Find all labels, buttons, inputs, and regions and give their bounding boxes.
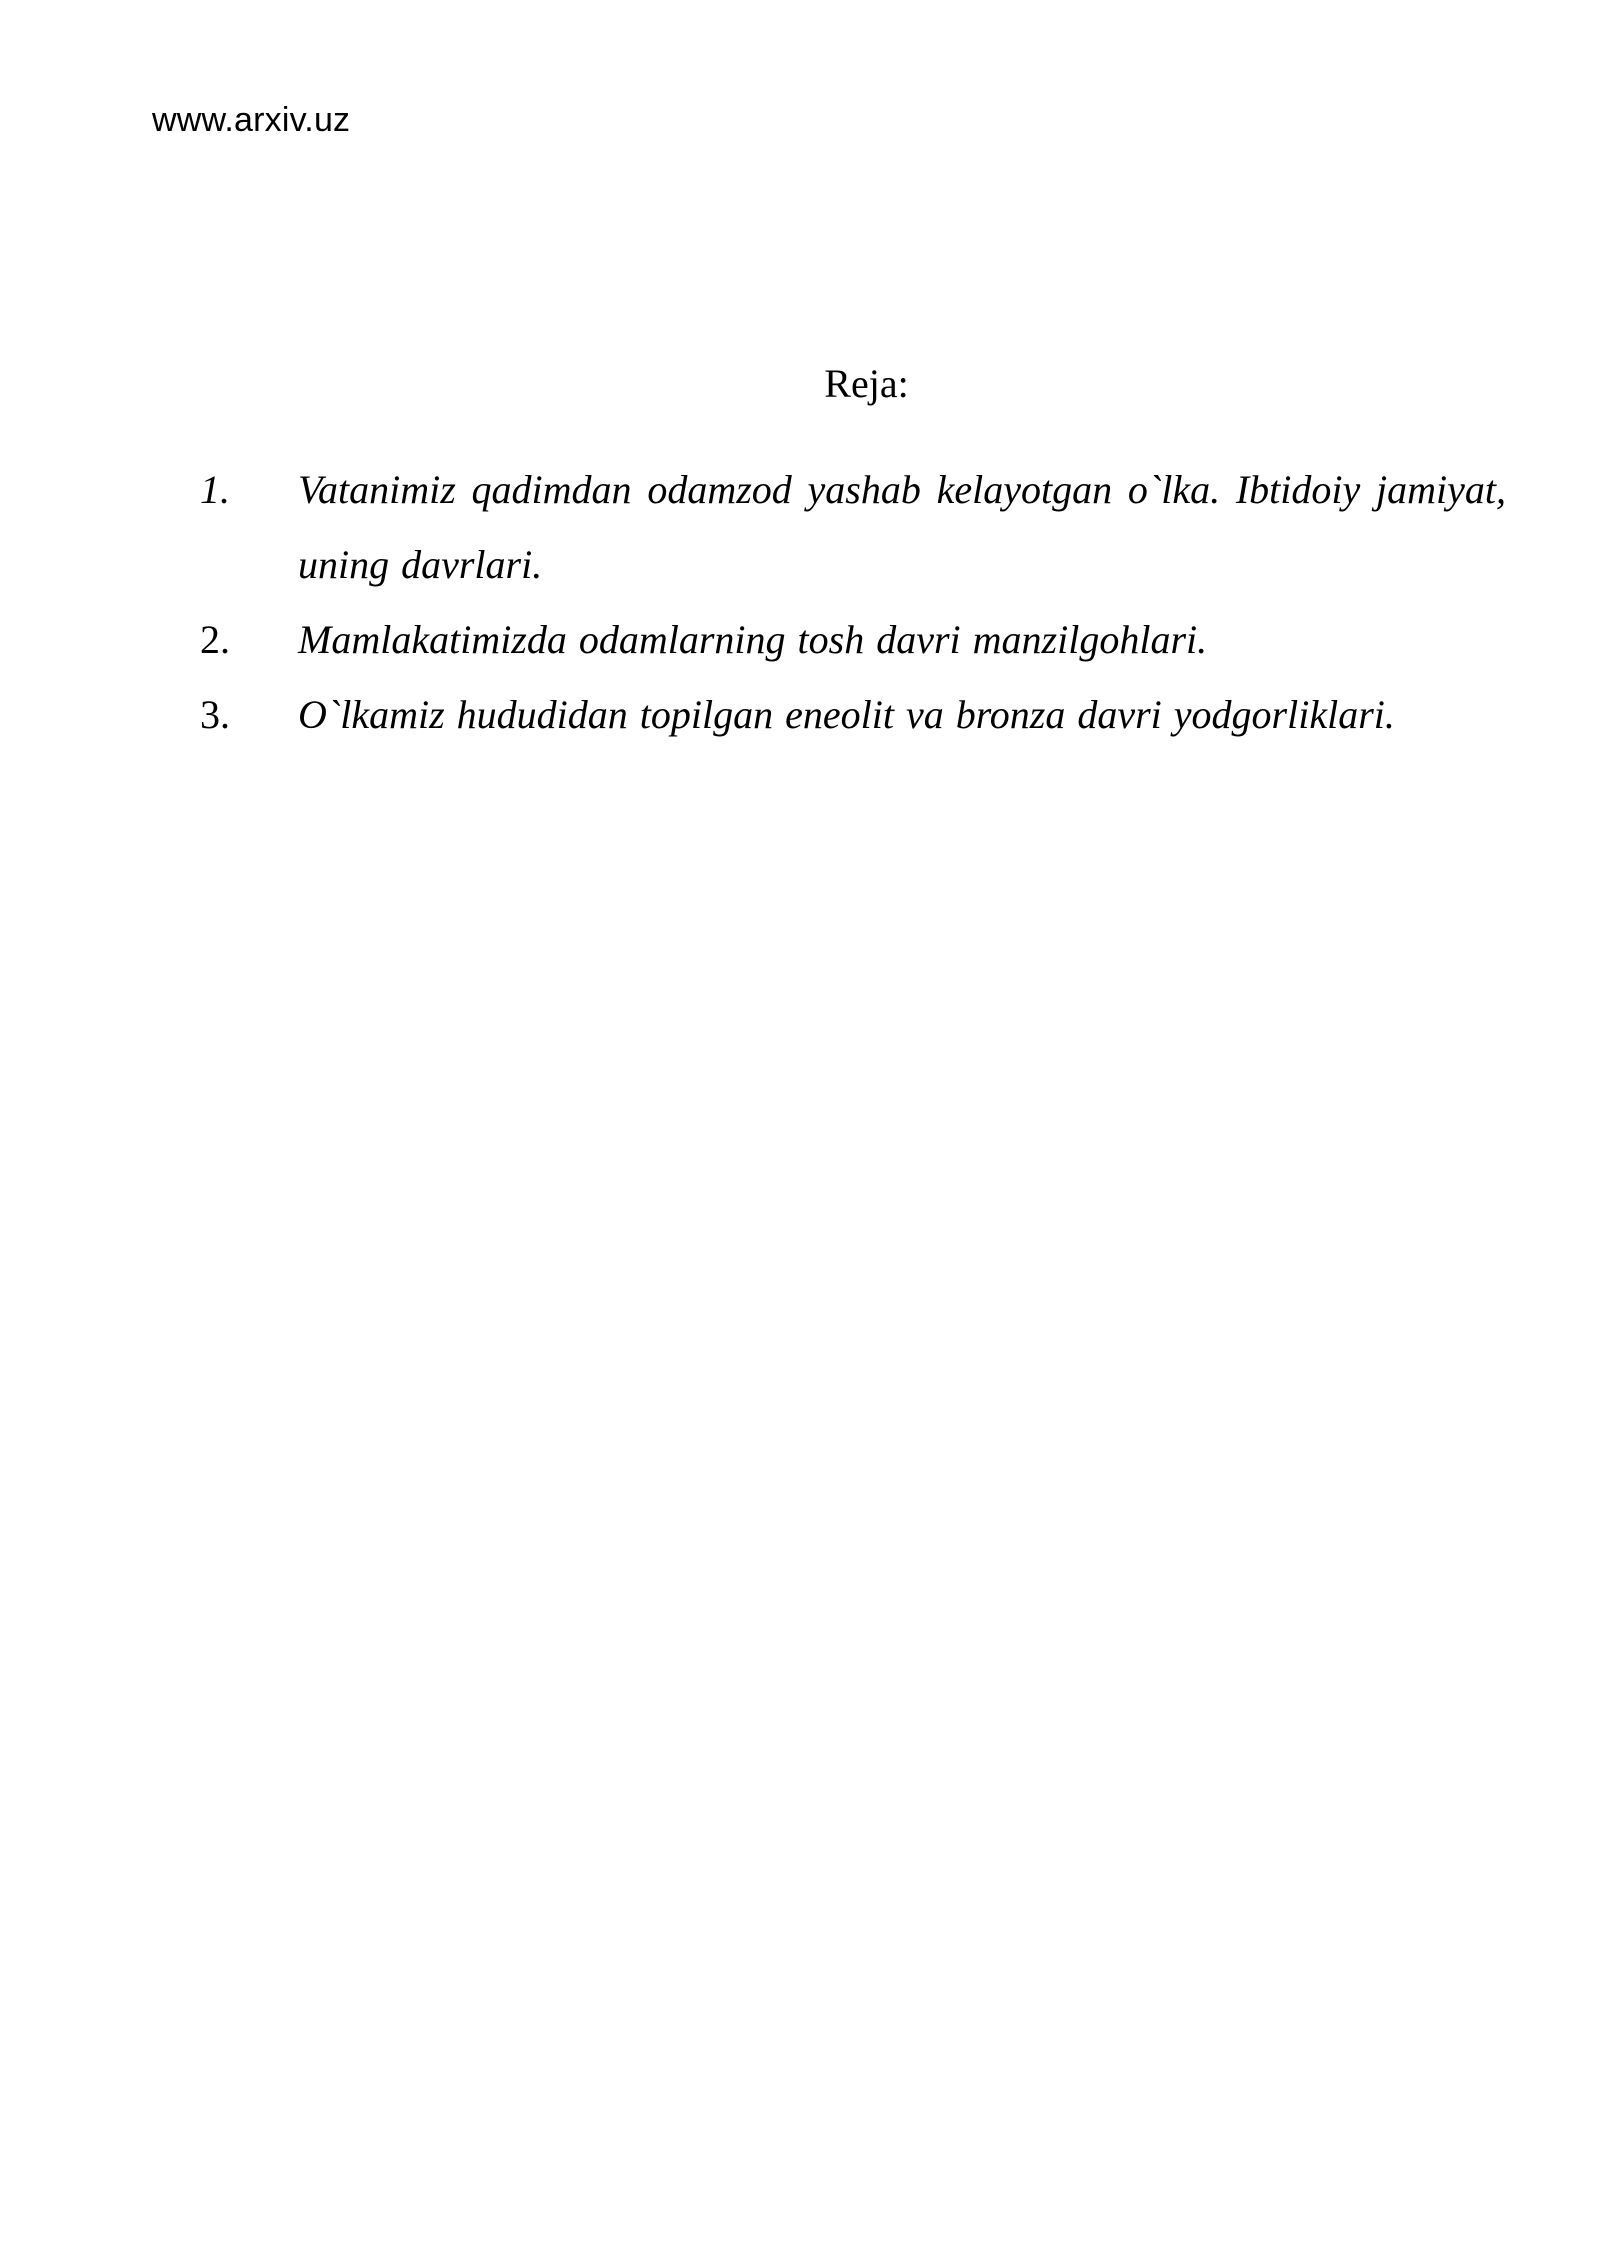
plan-item-number: 1. — [200, 467, 230, 512]
plan-title: Reja: — [824, 361, 909, 406]
plan-list — [200, 452, 1506, 752]
plan-item — [200, 602, 1506, 677]
plan-item-number: 3. — [200, 692, 230, 737]
site-url: www.arxiv.uz — [152, 101, 351, 139]
plan-item — [200, 452, 1506, 602]
plan-item-text: O`lkamiz hududidan topilgan eneolit va bronza davri yodgorliklari. — [298, 692, 1395, 737]
plan-item — [200, 677, 1506, 752]
plan-item-number: 2. — [200, 617, 230, 662]
plan-item-text: Mamlakatimizda odamlarning tosh davri manzilgohlari. — [298, 617, 1208, 662]
plan-item-text: Vatanimiz qadimdan odamzod yashab kelayotgan o`lka. Ibtidoiy jamiyat, uning davrlari. — [298, 467, 1506, 587]
